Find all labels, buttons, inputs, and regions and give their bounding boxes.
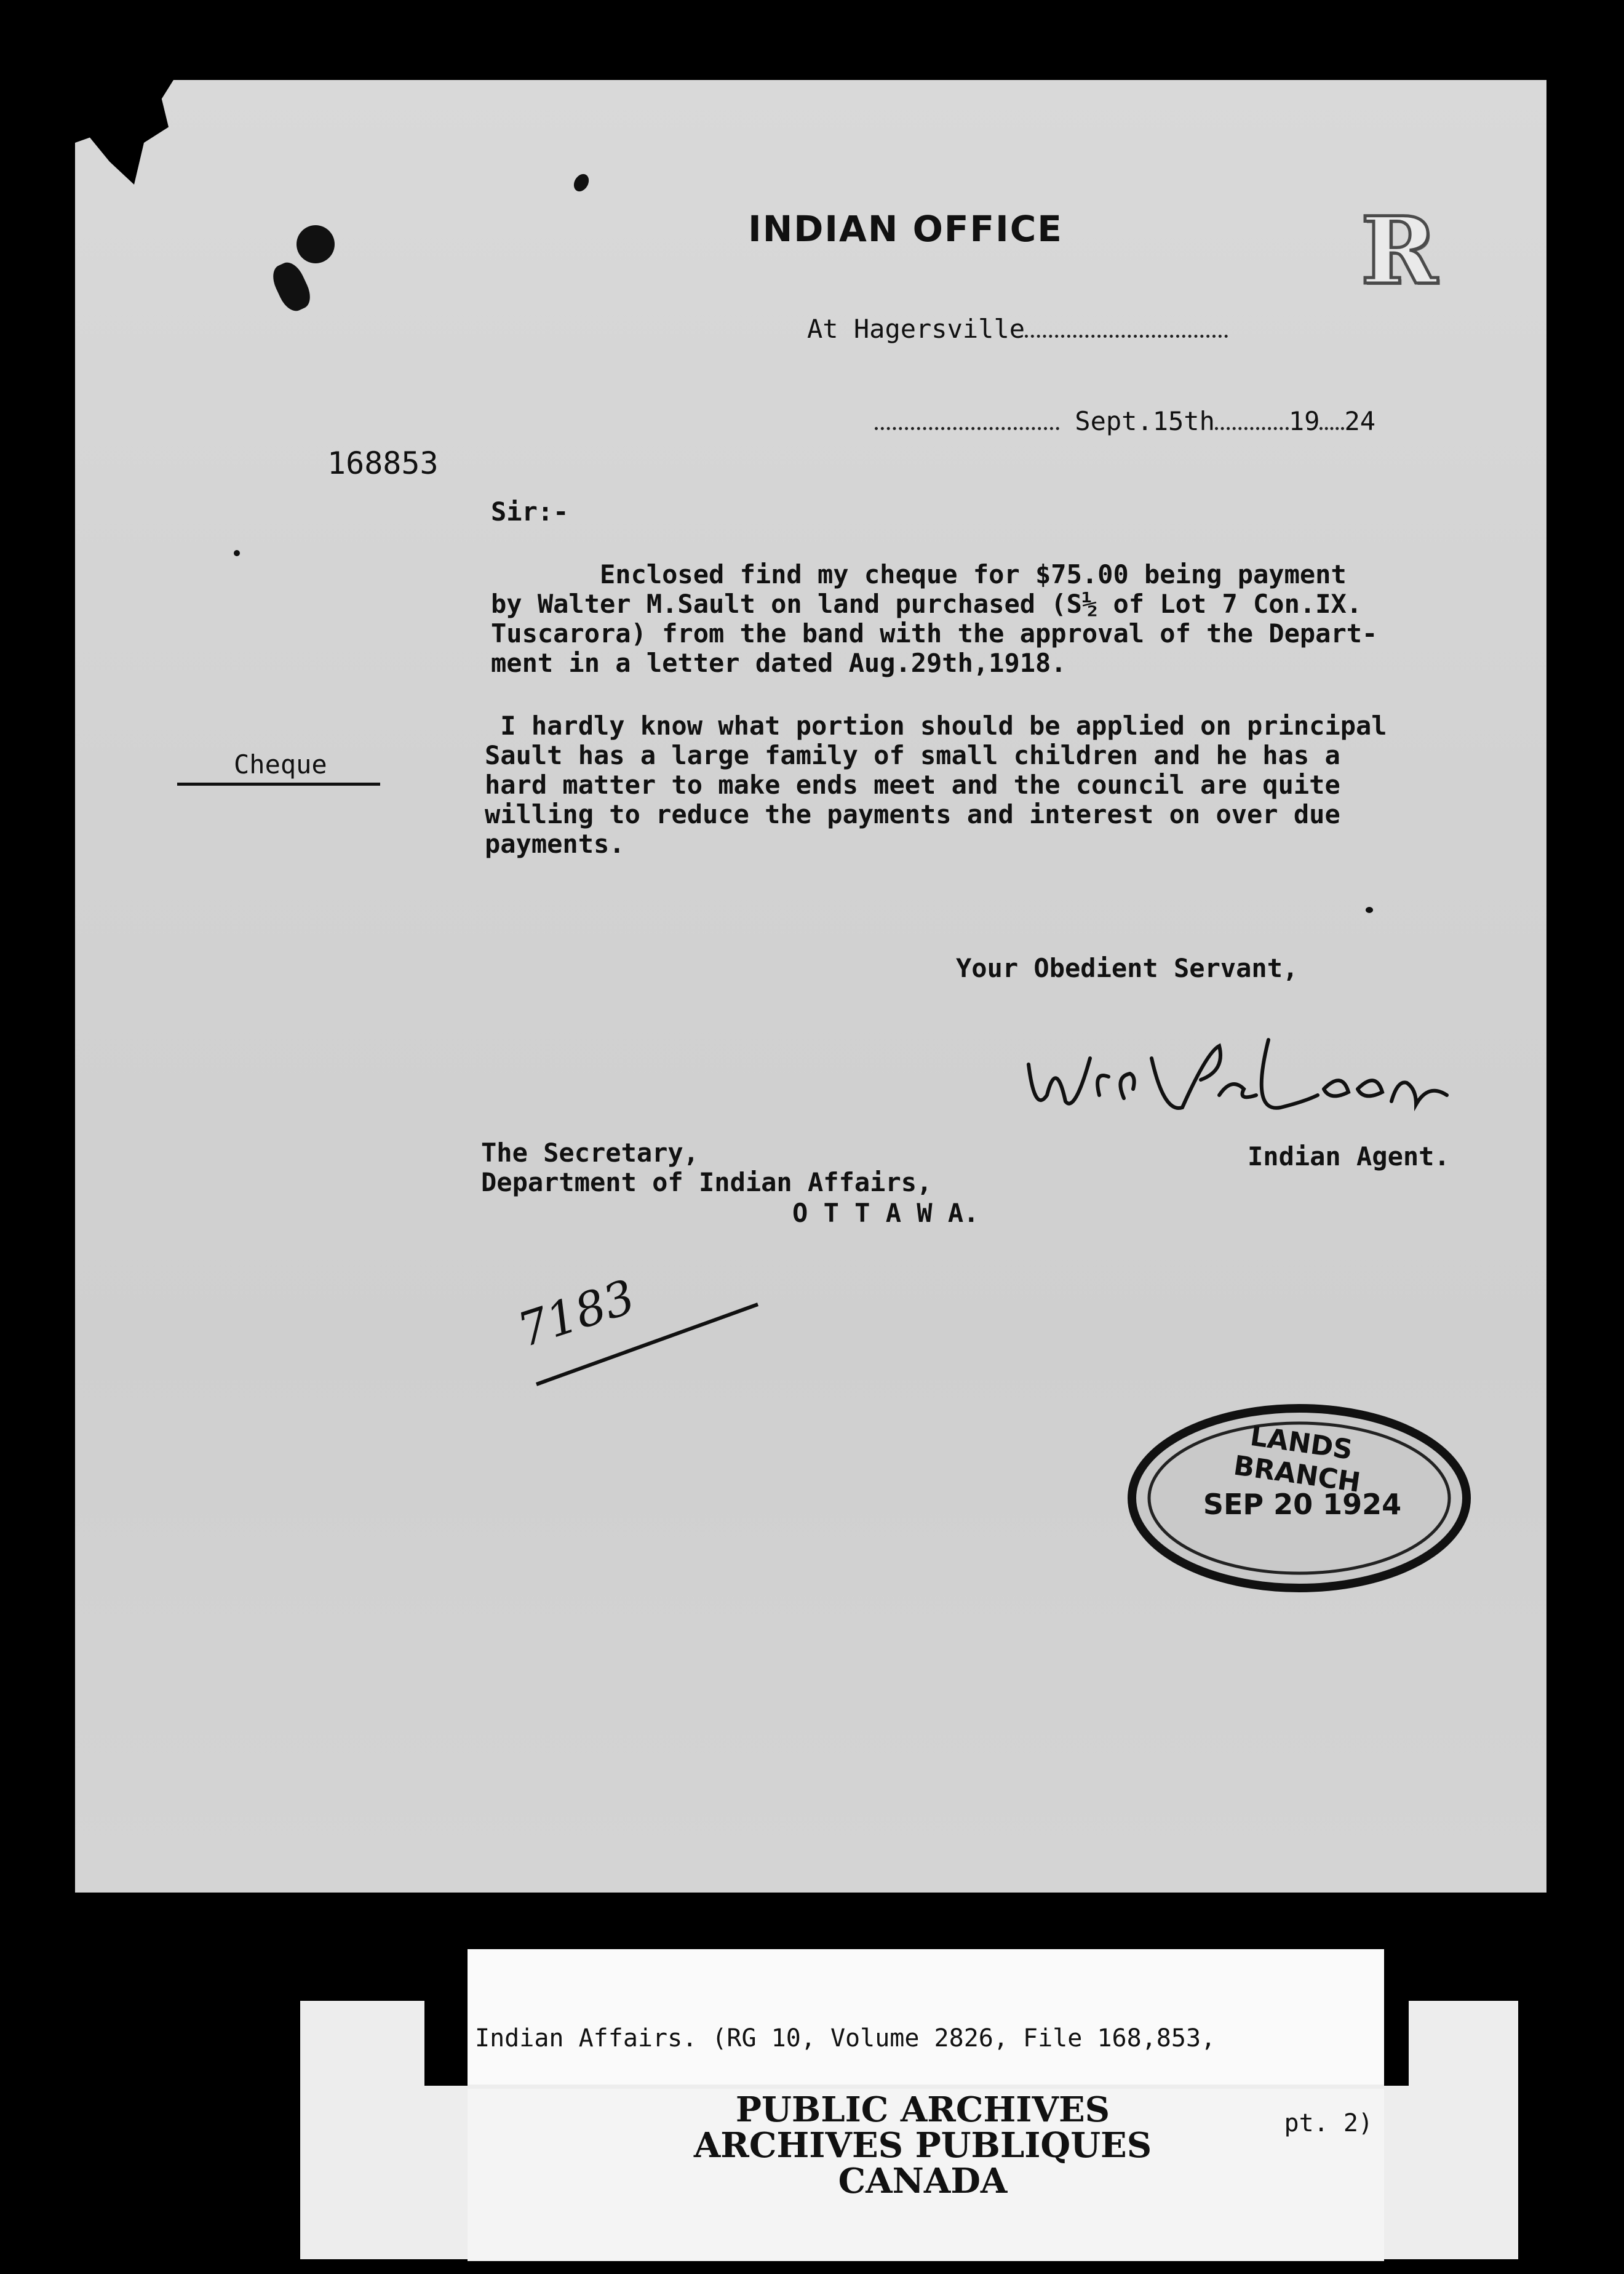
- card-tab: [1384, 2000, 1409, 2086]
- addressee-line: O T T A W A.: [792, 1198, 979, 1228]
- place-prefix: At: [807, 314, 838, 344]
- addressee-line: The Secretary,: [481, 1138, 699, 1168]
- body-line: I hardly know what portion should be applied on principal: [485, 711, 1387, 741]
- ink-blot: [268, 258, 315, 316]
- stamp-date: SEP 20 1924: [1203, 1488, 1402, 1521]
- lands-branch-stamp: [1127, 1403, 1471, 1594]
- card-tab: [424, 2000, 468, 2086]
- handwritten-number: 7183: [511, 1269, 642, 1358]
- archive-line: PUBLIC ARCHIVES: [735, 2089, 1110, 2130]
- signer-title: Indian Agent.: [1248, 1141, 1450, 1171]
- ink-speck: [571, 172, 592, 194]
- archive-line: CANADA: [838, 2161, 1008, 2201]
- body-line: payments.: [485, 829, 625, 859]
- caption-line-2: pt. 2): [1284, 2109, 1373, 2137]
- body-line: Sault has a large family of small children and he has a: [485, 740, 1340, 770]
- received-mark: R: [1361, 197, 1438, 305]
- margin-underline: [177, 783, 380, 786]
- file-number: 168853: [327, 445, 439, 481]
- handwritten-underline: [530, 1298, 764, 1390]
- signature: [1022, 1021, 1453, 1132]
- date-year: 24: [1344, 406, 1376, 436]
- body-line: hard matter to make ends meet and the council are quite: [485, 770, 1340, 800]
- letterhead-title: INDIAN OFFICE: [748, 208, 1063, 250]
- archive-stamp: [554, 2089, 1292, 2201]
- place-value: Hagersville: [853, 314, 1025, 344]
- place-line: [807, 314, 1228, 344]
- dotted-rule: [1215, 423, 1289, 430]
- dotted-rule: [1025, 331, 1228, 338]
- body-line: ment in a letter dated Aug.29th,1918.: [491, 648, 1067, 678]
- addressee-line: Department of Indian Affairs,: [481, 1167, 933, 1197]
- dotted-rule: [1320, 423, 1344, 430]
- body-line: willing to reduce the payments and interest on over due: [485, 799, 1340, 829]
- salutation: Sir:-: [491, 497, 569, 527]
- date-line: [875, 406, 1375, 436]
- ink-speck: [234, 550, 240, 556]
- margin-note: Cheque: [234, 749, 327, 780]
- caption-line-1: Indian Affairs. (RG 10, Volume 2826, File 168,853,: [475, 2024, 1216, 2053]
- dotted-rule: [875, 423, 1059, 430]
- letter-page: [75, 80, 1546, 1893]
- body-line: Tuscarora) from the band with the approval of the Depart-: [491, 618, 1378, 648]
- ink-speck: [1366, 907, 1373, 913]
- stamp-heading: LANDS BRANCH: [1232, 1420, 1363, 1499]
- date-century: 19: [1288, 406, 1320, 436]
- body-line: by Walter M.Sault on land purchased (S½ of Lot 7 Con.IX.: [491, 589, 1363, 619]
- ink-blot: [297, 225, 335, 263]
- closing: Your Obedient Servant,: [956, 953, 1299, 983]
- date-day: Sept.15th: [1075, 406, 1215, 436]
- torn-corner: [75, 80, 173, 185]
- archive-line: ARCHIVES PUBLIQUES: [693, 2125, 1152, 2166]
- body-line: Enclosed find my cheque for $75.00 being payment: [491, 559, 1347, 589]
